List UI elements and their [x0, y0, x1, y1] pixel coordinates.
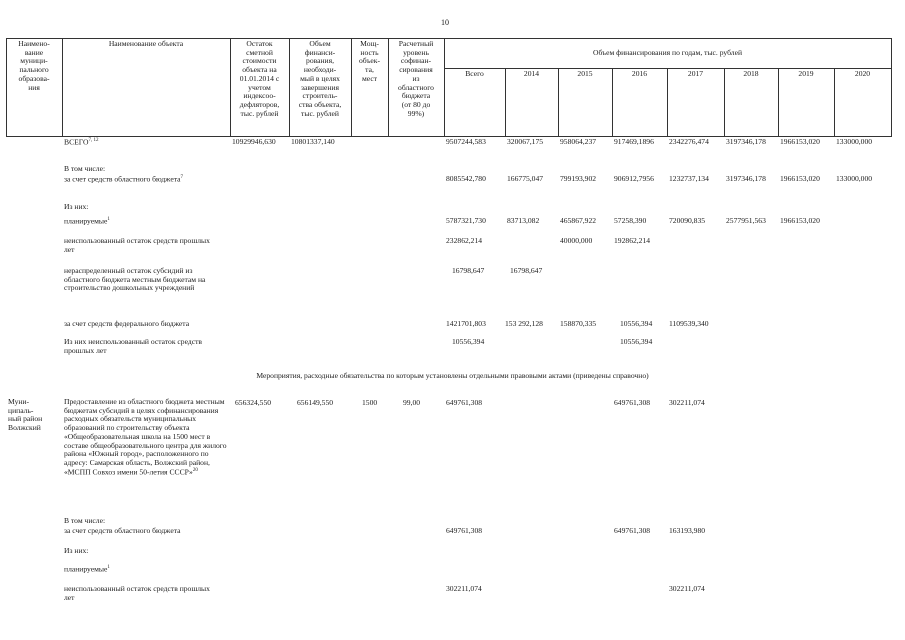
undistributed-label: нераспределенный остаток субсидий из областного бюджета местным бюджетам на строительство дошкольных учреждений — [64, 266, 206, 293]
planned-value: 57258,390 — [614, 216, 647, 225]
project-capacity: 1500 — [362, 398, 378, 407]
incl-label: В том числе: — [64, 164, 106, 173]
federal-value: 158870,335 — [560, 319, 597, 328]
federal-value: 10556,394 — [620, 319, 653, 328]
project-regional-label: за счет средств областного бюджета — [64, 526, 181, 535]
header-object: Наименование объекта — [108, 39, 184, 48]
total-value: 133000,000 — [836, 137, 873, 146]
planned-label: планируемые$^1$ — [64, 216, 110, 226]
project-volume: 656149,550 — [297, 398, 334, 407]
federal-unused-value: 10556,394 — [452, 337, 485, 346]
project-municipality: Муни- ципаль- ный район Волжский — [8, 397, 43, 433]
total-label: ВСЕГО$^{7, 12}$ — [64, 137, 99, 147]
header-year-2020: 2020 — [854, 69, 871, 78]
planned-value: 83713,082 — [507, 216, 540, 225]
project-of-them-label: Из них: — [64, 546, 89, 555]
project-incl-label: В том числе: — [64, 516, 106, 525]
federal-unused-value: 10556,394 — [620, 337, 653, 346]
federal-label: за счет средств федерального бюджета — [64, 319, 190, 328]
of-them-label: Из них: — [64, 202, 89, 211]
total-value: 917469,1896 — [614, 137, 654, 146]
header-year-total: Всего — [465, 69, 484, 78]
project-remaining: 656324,550 — [235, 398, 272, 407]
header-volume: Объем финанси- рования, необходи- мый в целях завершения строитель- ства объекта, тыс. рублей — [298, 39, 342, 118]
regional-value: 1966153,020 — [780, 174, 820, 183]
unused-label: неиспользованный остаток средств прошлых лет — [64, 236, 210, 254]
regional-value: 906912,7956 — [614, 174, 654, 183]
header-municipality: Наимено- вание муници- пального образова- ния — [18, 39, 50, 92]
regional-value: 8085542,780 — [446, 174, 486, 183]
header-year-2016: 2016 — [631, 69, 648, 78]
project-level: 99,00 — [403, 398, 421, 407]
project-planned-label: планируемые$^1$ — [64, 564, 110, 574]
planned-value: 5787321,730 — [446, 216, 486, 225]
regional-value: 799193,902 — [560, 174, 597, 183]
federal-value: 153 292,128 — [505, 319, 543, 328]
total-volume: 10801337,140 — [291, 137, 335, 146]
unused-value: 232862,214 — [446, 236, 483, 245]
regional-value: 166775,047 — [507, 174, 544, 183]
section-title: Мероприятия, расходные обязательства по которым установлены отдельными правовыми актами (приведены справочно) — [256, 371, 649, 380]
header-year-2015: 2015 — [577, 69, 593, 78]
unused-value: 192862,214 — [614, 236, 651, 245]
unused-value: 40000,000 — [560, 236, 593, 245]
federal-value: 1109539,340 — [669, 319, 709, 328]
total-value: 9507244,583 — [446, 137, 486, 146]
total-value: 1966153,020 — [780, 137, 820, 146]
project-regional-value: 163193,980 — [669, 526, 706, 535]
header-remaining-cost: Остаток сметной стоимости объекта на 01.01.2014 с учетом индексоо- дефляторов, тыс. рублей — [239, 39, 280, 118]
project-unused-label: неиспользованный остаток средств прошлых лет — [64, 584, 210, 602]
regional-label: за счет средств областного бюджета$^7$ — [64, 174, 183, 184]
planned-value: 465867,922 — [560, 216, 597, 225]
regional-value: 1232737,134 — [669, 174, 709, 183]
regional-value: 3197346,178 — [726, 174, 766, 183]
header-capacity: Мощ- ность объек- та, мест — [359, 39, 380, 83]
federal-value: 1421701,803 — [446, 319, 486, 328]
header-year-2018: 2018 — [743, 69, 759, 78]
planned-value: 2577951,563 — [726, 216, 766, 225]
header-year-2014: 2014 — [523, 69, 540, 78]
project-value: 649761,308 — [614, 398, 651, 407]
undistributed-value: 16798,647 — [452, 266, 485, 275]
project-description: Предоставление из областного бюджета местным бюджетам субсидий в целях софинансирования расходных обязательств муниципальных образований по строительству объекта «Общеобразовательная школа на 1500 мест в составе общеобразовательного центра для жилого района «Южный город», расположенного по адресу: Самарская область, Волжский район, «МСПП Совхоз имени 50-летия СССР»$^{20}$ — [64, 397, 227, 477]
header-level: Расчетный уровень софинан- сирования из областного бюджета (от 80 до 99%) — [398, 39, 434, 118]
planned-value: 1966153,020 — [780, 216, 820, 225]
project-regional-value: 649761,308 — [446, 526, 483, 535]
total-value: 2342276,474 — [669, 137, 709, 146]
project-value: 302211,074 — [669, 398, 705, 407]
project-value: 649761,308 — [446, 398, 483, 407]
project-regional-value: 649761,308 — [614, 526, 651, 535]
planned-value: 720090,835 — [669, 216, 706, 225]
project-unused-value: 302211,074 — [669, 584, 705, 593]
regional-value: 133000,000 — [836, 174, 873, 183]
total-value: 3197346,178 — [726, 137, 766, 146]
undistributed-value: 16798,647 — [510, 266, 543, 275]
header-financing: Объем финансирования по годам, тыс. рублей — [592, 48, 743, 57]
project-unused-value: 302211,074 — [446, 584, 482, 593]
header-year-2019: 2019 — [798, 69, 814, 78]
page-number: 10 — [441, 18, 449, 27]
header-year-2017: 2017 — [687, 69, 704, 78]
total-remaining: 10929946,630 — [232, 137, 276, 146]
total-value: 320067,175 — [507, 137, 544, 146]
federal-unused-label: Из них неиспользованный остаток средств прошлых лет — [64, 337, 203, 355]
total-value: 958064,237 — [560, 137, 597, 146]
